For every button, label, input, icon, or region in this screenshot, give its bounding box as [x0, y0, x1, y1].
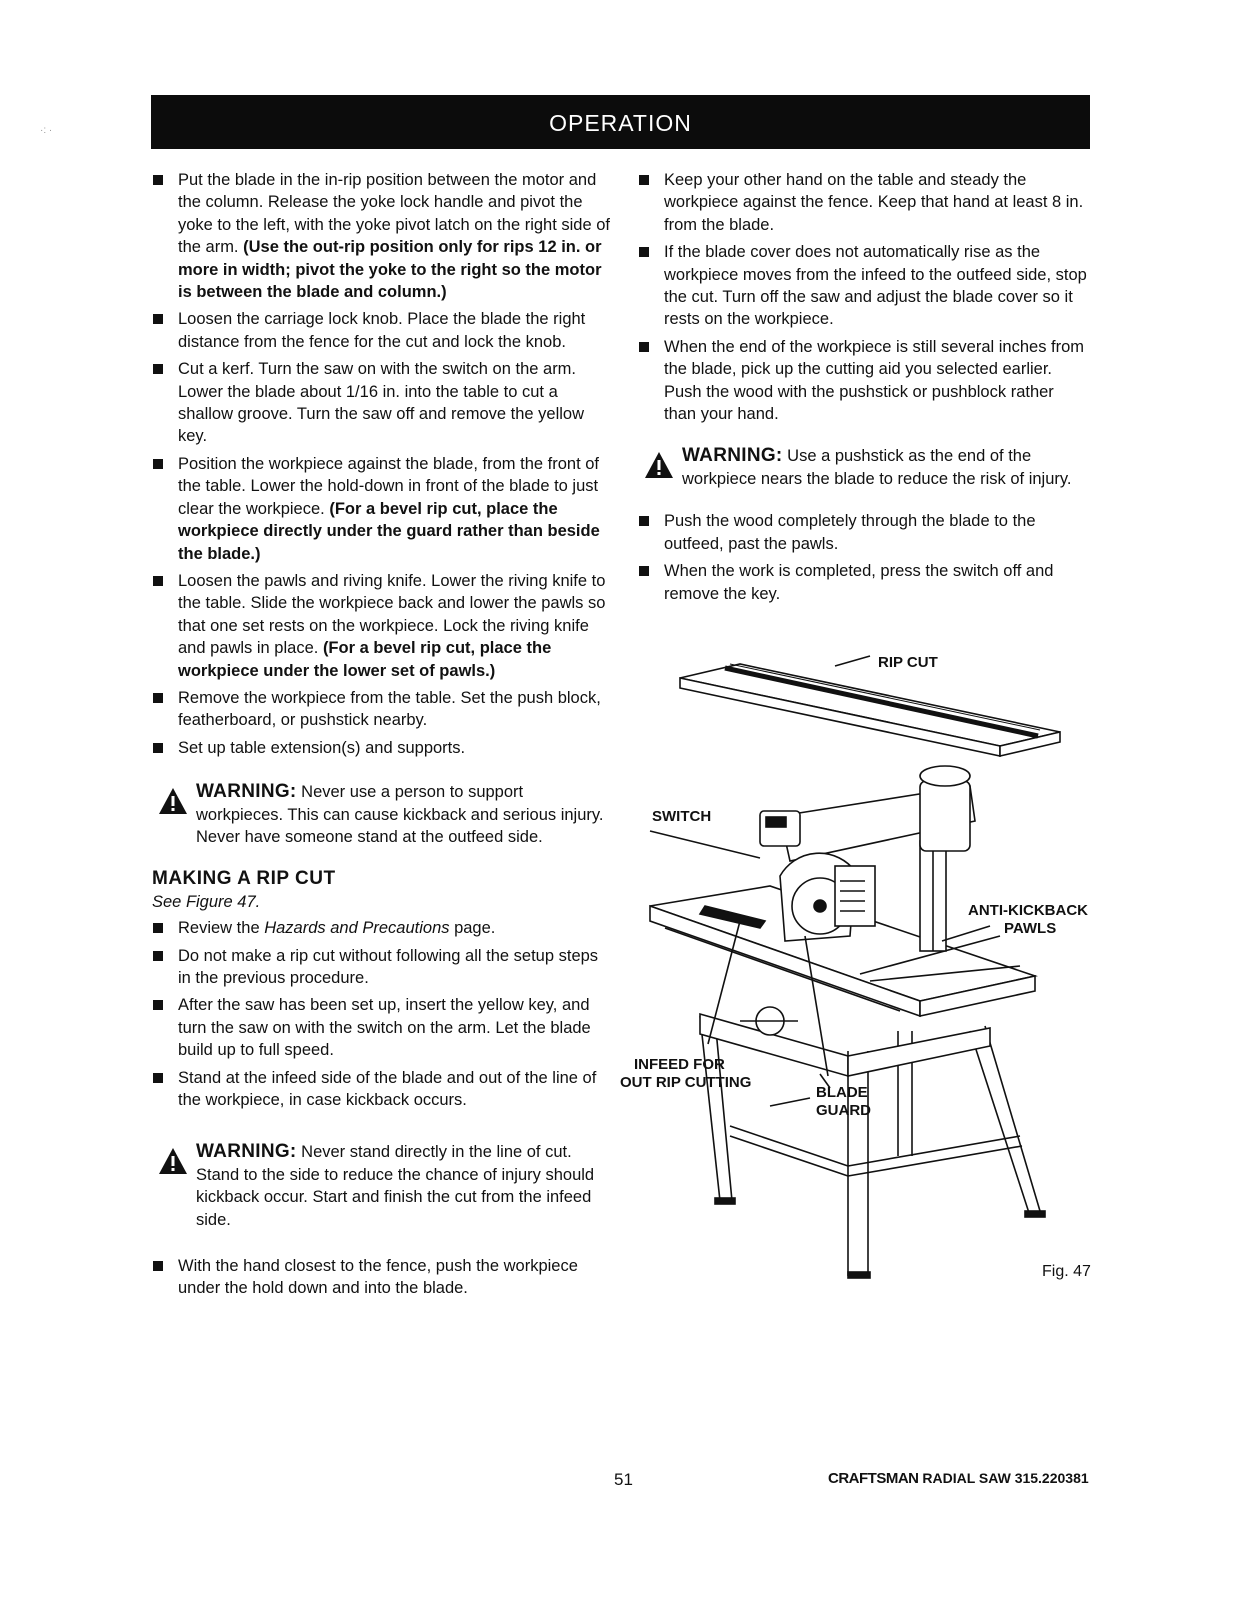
list-item [638, 560, 1088, 605]
list-item [152, 1067, 612, 1112]
finish-steps-list [638, 510, 1088, 605]
list-item-text: (For a bevel rip cut, place the workpiece directly under the guard rather than beside the blade.) [178, 499, 600, 563]
warning-text: Never use a person to support workpieces. This can cause kickback and serious injury. Never have someone stand at the outfeed side. [196, 783, 604, 846]
warning-icon [158, 787, 188, 815]
bullet-square-icon [153, 364, 163, 374]
warning-block-line-of-cut [152, 1141, 612, 1231]
label-guard: GUARD [816, 1102, 871, 1119]
bullet-square-icon [153, 576, 163, 586]
bullet-square-icon [639, 175, 649, 185]
rip-cut-steps-list [152, 917, 612, 1111]
list-item [152, 570, 612, 682]
list-item [152, 358, 612, 448]
list-item-text: When the end of the workpiece is still several inches from the blade, pick up the cutting aid you selected earlier. Push the wood with the pushstick or pushblock rather than your hand. [664, 337, 1085, 424]
list-item-text: After the saw has been set up, insert the yellow key, and turn the saw on with the switch on the arm. Let the blade build up to full speed. [178, 996, 591, 1060]
bullet-square-icon [153, 693, 163, 703]
bullet-square-icon [153, 1000, 163, 1010]
label-switch: SWITCH [652, 808, 712, 825]
list-item-text: (Use the out-rip position only for rips 12 in. or more in width; pivot the yoke to the right so the motor is between the blade and column.) [178, 238, 602, 302]
figure-47-radial-saw [620, 636, 1110, 1296]
list-item-text: Review the [178, 919, 265, 938]
list-item-text: Cut a kerf. Turn the saw on with the switch on the arm. Lower the blade about 1/16 in. into the table to cut a shallow groove. Turn the saw off and remove the yellow key. [178, 360, 584, 446]
list-item-text: page. [449, 919, 496, 938]
section-title: MAKING A RIP CUT [152, 868, 336, 890]
list-item [152, 169, 612, 303]
bullet-square-icon [639, 516, 649, 526]
list-item [638, 510, 1088, 555]
bullet-square-icon [639, 566, 649, 576]
brand-logo: CRAFTSMAN [828, 1470, 919, 1487]
warning-label: WARNING: [682, 445, 783, 467]
warning-block-pushstick [638, 445, 1088, 490]
list-item [638, 169, 1088, 236]
push-steps-list [152, 1255, 612, 1300]
list-item-text: With the hand closest to the fence, push the workpiece under the hold down and into the blade. [178, 1257, 578, 1298]
list-item-text: (For a bevel rip cut, place the workpiece under the lower set of pawls.) [178, 639, 552, 680]
list-item-text: Put the blade in the in-rip position between the motor and the column. Release the yoke lock handle and pivot the yoke to the left, with the yoke pivot latch on the right side of the arm. [178, 171, 610, 257]
warning-block-support [152, 781, 612, 848]
list-item-text: Push the wood completely through the blade to the outfeed, past the pawls. [664, 512, 1036, 553]
label-pawls: PAWLS [1004, 920, 1057, 937]
label-anti-kickback: ANTI-KICKBACK [968, 902, 1088, 919]
list-item-text: Loosen the pawls and riving knife. Lower the riving knife to the table. Slide the workpiece back and lower the pawls so that one set rests on the workpiece. Lock the riving knife and pawls in place. [178, 571, 606, 658]
label-blade: BLADE [816, 1084, 868, 1101]
bullet-square-icon [153, 175, 163, 185]
list-item-text: When the work is completed, press the switch off and remove the key. [664, 562, 1054, 603]
right-column [638, 169, 1088, 610]
list-item [152, 308, 612, 353]
warning-icon [644, 451, 674, 479]
list-item [152, 737, 612, 759]
list-item-text: Position the workpiece against the blade, from the front of the table. Lower the hold-down in front of the blade to just clear the workpiece. [178, 454, 599, 518]
list-item [638, 336, 1088, 426]
list-item [152, 945, 612, 990]
label-rip-cut: RIP CUT [878, 654, 938, 671]
warning-text: Use a pushstick as the end of the workpiece nears the blade to reduce the risk of injury. [682, 447, 1072, 488]
figure-caption: Fig. 47 [1042, 1263, 1091, 1280]
list-item [152, 994, 612, 1061]
list-item-text: Stand at the infeed side of the blade and out of the line of the workpiece, in case kickback occurs. [178, 1068, 597, 1110]
list-item-text: Remove the workpiece from the table. Set the push block, featherboard, or pushstick nearby. [178, 688, 601, 730]
label-infeed: INFEED FOR [634, 1056, 725, 1073]
list-item [638, 241, 1088, 331]
feed-steps-list [638, 169, 1088, 425]
figure-reference: See Figure 47. [152, 892, 261, 911]
list-item-text: Do not make a rip cut without following all the setup steps in the previous procedure. [178, 946, 599, 987]
bullet-square-icon [153, 951, 163, 961]
bullet-square-icon [639, 342, 649, 352]
footer-model: RADIAL SAW 315.220381 [918, 1470, 1089, 1486]
section-header: OPERATION [151, 95, 1090, 149]
list-item-text: Loosen the carriage lock knob. Place the blade the right distance from the fence for the cut and lock the knob. [178, 310, 586, 351]
list-item [152, 453, 612, 565]
page-number: 51 [614, 1470, 633, 1489]
list-item-text: Hazards and Precautions [264, 919, 450, 938]
bullet-square-icon [153, 459, 163, 469]
bullet-square-icon [639, 247, 649, 257]
warning-icon [158, 1147, 188, 1175]
warning-label: WARNING: [196, 1141, 297, 1163]
footer-product [828, 1470, 1089, 1487]
bullet-square-icon [153, 314, 163, 324]
bullet-square-icon [153, 743, 163, 753]
list-item-text: If the blade cover does not automatically rise as the workpiece moves from the infeed to the outfeed side, stop the cut. Turn off the saw and adjust the blade cover so it rests on the workpiece. [664, 243, 1087, 329]
radial-saw-illustration [620, 636, 1110, 1296]
list-item [152, 1255, 612, 1300]
list-item [152, 687, 612, 732]
list-item-text: Set up table extension(s) and supports. [178, 738, 466, 757]
bullet-square-icon [153, 923, 163, 933]
scan-speck: ·: · [40, 125, 53, 136]
warning-text: Never stand directly in the line of cut. Stand to the side to reduce the chance of injury should kickback occur. Start and finish the cut from the infeed side. [196, 1143, 595, 1229]
bullet-square-icon [153, 1073, 163, 1083]
bullet-square-icon [153, 1261, 163, 1271]
list-item [152, 917, 612, 939]
list-item-text: Keep your other hand on the table and steady the workpiece against the fence. Keep that hand at least 8 in. from the blade. [664, 171, 1084, 234]
left-column [152, 169, 612, 1305]
label-out-rip-cutting: OUT RIP CUTTING [620, 1074, 752, 1091]
warning-label: WARNING: [196, 781, 297, 803]
setup-steps-list [152, 169, 612, 759]
